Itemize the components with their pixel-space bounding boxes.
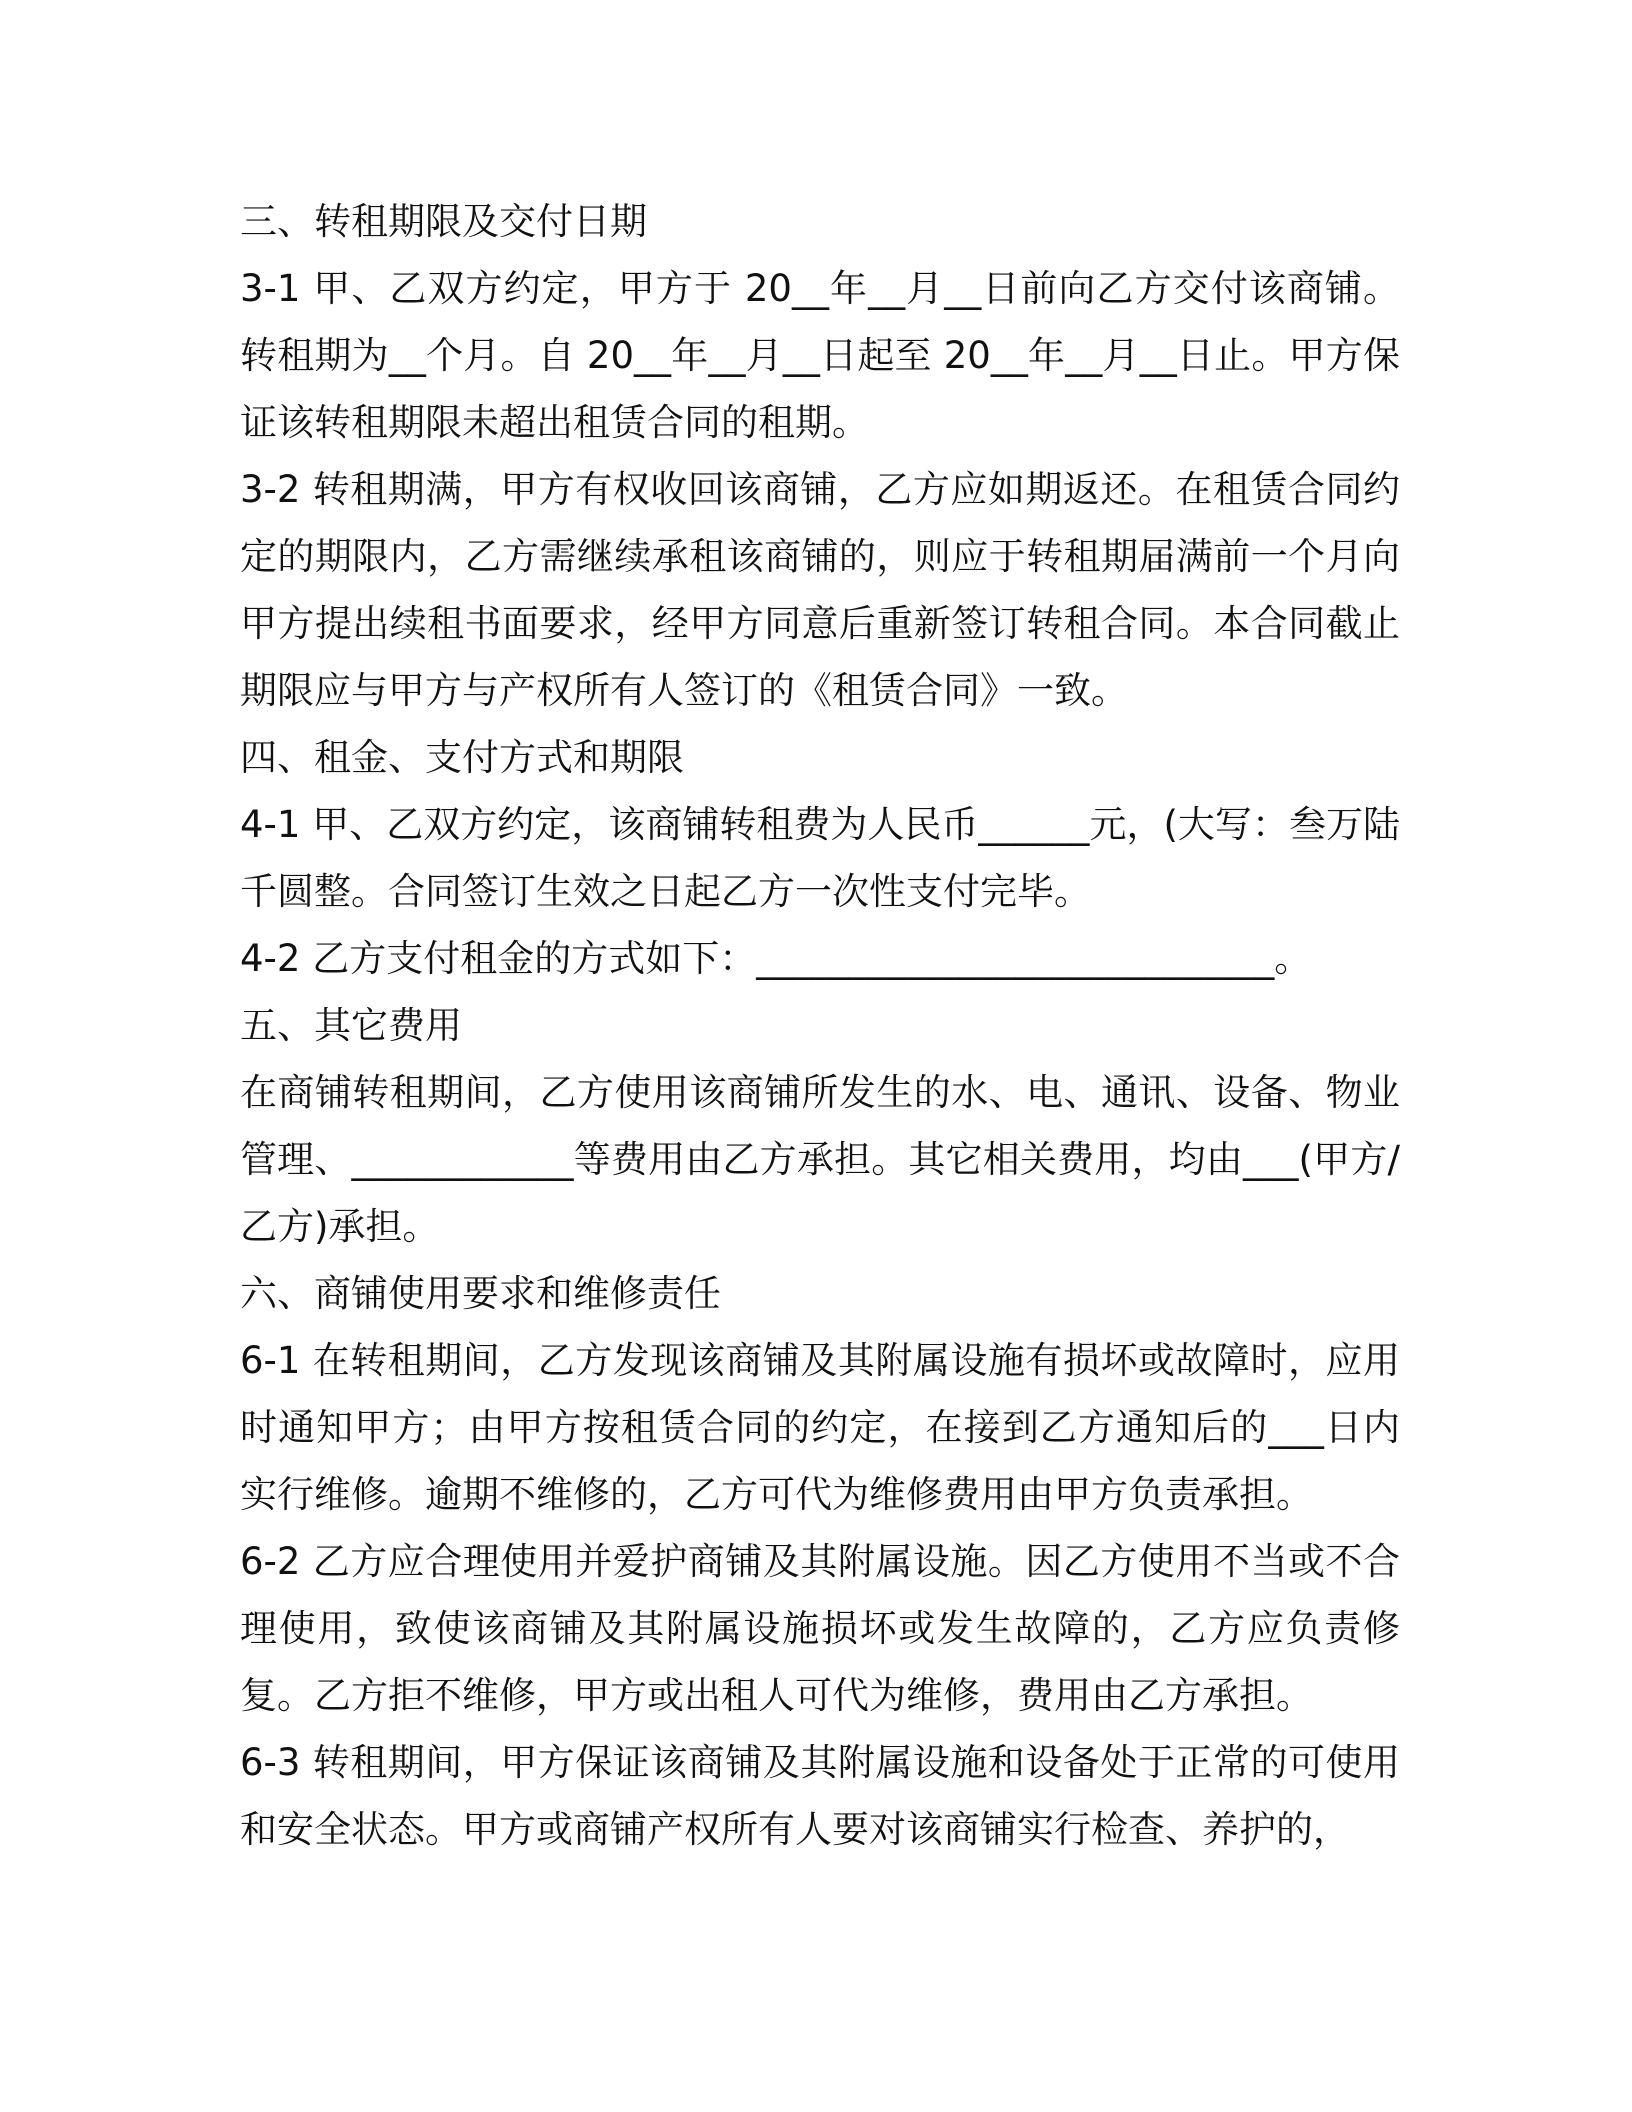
section-3-heading: 三、转租期限及交付日期 [240,200,647,243]
clause-3-2: 3-2 转租期满，甲方有权收回该商铺，乙方应如期返还。在租赁合同约定的期限内，乙方需继续承租该商铺的，则应于转租期届满前一个月向甲方提出续租书面要求，经甲方同意后重新签订转租合同。本合同截止期限应与甲方与产权所有人签订的《租赁合同》一致。 [240,468,1400,712]
section-4-heading: 四、租金、支付方式和期限 [240,736,684,779]
section-5-heading: 五、其它费用 [240,1004,462,1047]
clause-4-1: 4-1 甲、乙双方约定，该商铺转租费为人民币______元，(大写：叁万陆千圆整。合同签订生效之日起乙方一次性支付完毕。 [240,803,1400,913]
clause-6-1: 6-1 在转租期间，乙方发现该商铺及其附属设施有损坏或故障时，应用时通知甲方；由甲方按租赁合同的约定，在接到乙方通知后的___日内实行维修。逾期不维修的，乙方可代为维修费用由甲方负责承担。 [240,1339,1400,1516]
section-5-paragraph: 在商铺转租期间，乙方使用该商铺所发生的水、电、通讯、设备、物业管理、____________等费用由乙方承担。其它相关费用，均由___(甲方/乙方)承担。 [240,1071,1400,1248]
clause-6-2: 6-2 乙方应合理使用并爱护商铺及其附属设施。因乙方使用不当或不合理使用，致使该商铺及其附属设施损坏或发生故障的，乙方应负责修复。乙方拒不维修，甲方或出租人可代为维修，费用由乙方承担。 [240,1540,1400,1717]
section-6-heading: 六、商铺使用要求和维修责任 [240,1272,721,1315]
clause-6-3: 6-3 转租期间，甲方保证该商铺及其附属设施和设备处于正常的可使用和安全状态。甲方或商铺产权所有人要对该商铺实行检查、养护的， [240,1741,1400,1851]
clause-4-2: 4-2 乙方支付租金的方式如下：____________________________。 [240,937,1312,980]
clause-3-1: 3-1 甲、乙双方约定，甲方于 20__年__月__日前向乙方交付该商铺。转租期为__个月。自 20__年__月__日起至 20__年__月__日止。甲方保证该转租期限未超出租赁合同的租期。 [240,267,1400,444]
document-body [240,188,1400,1863]
